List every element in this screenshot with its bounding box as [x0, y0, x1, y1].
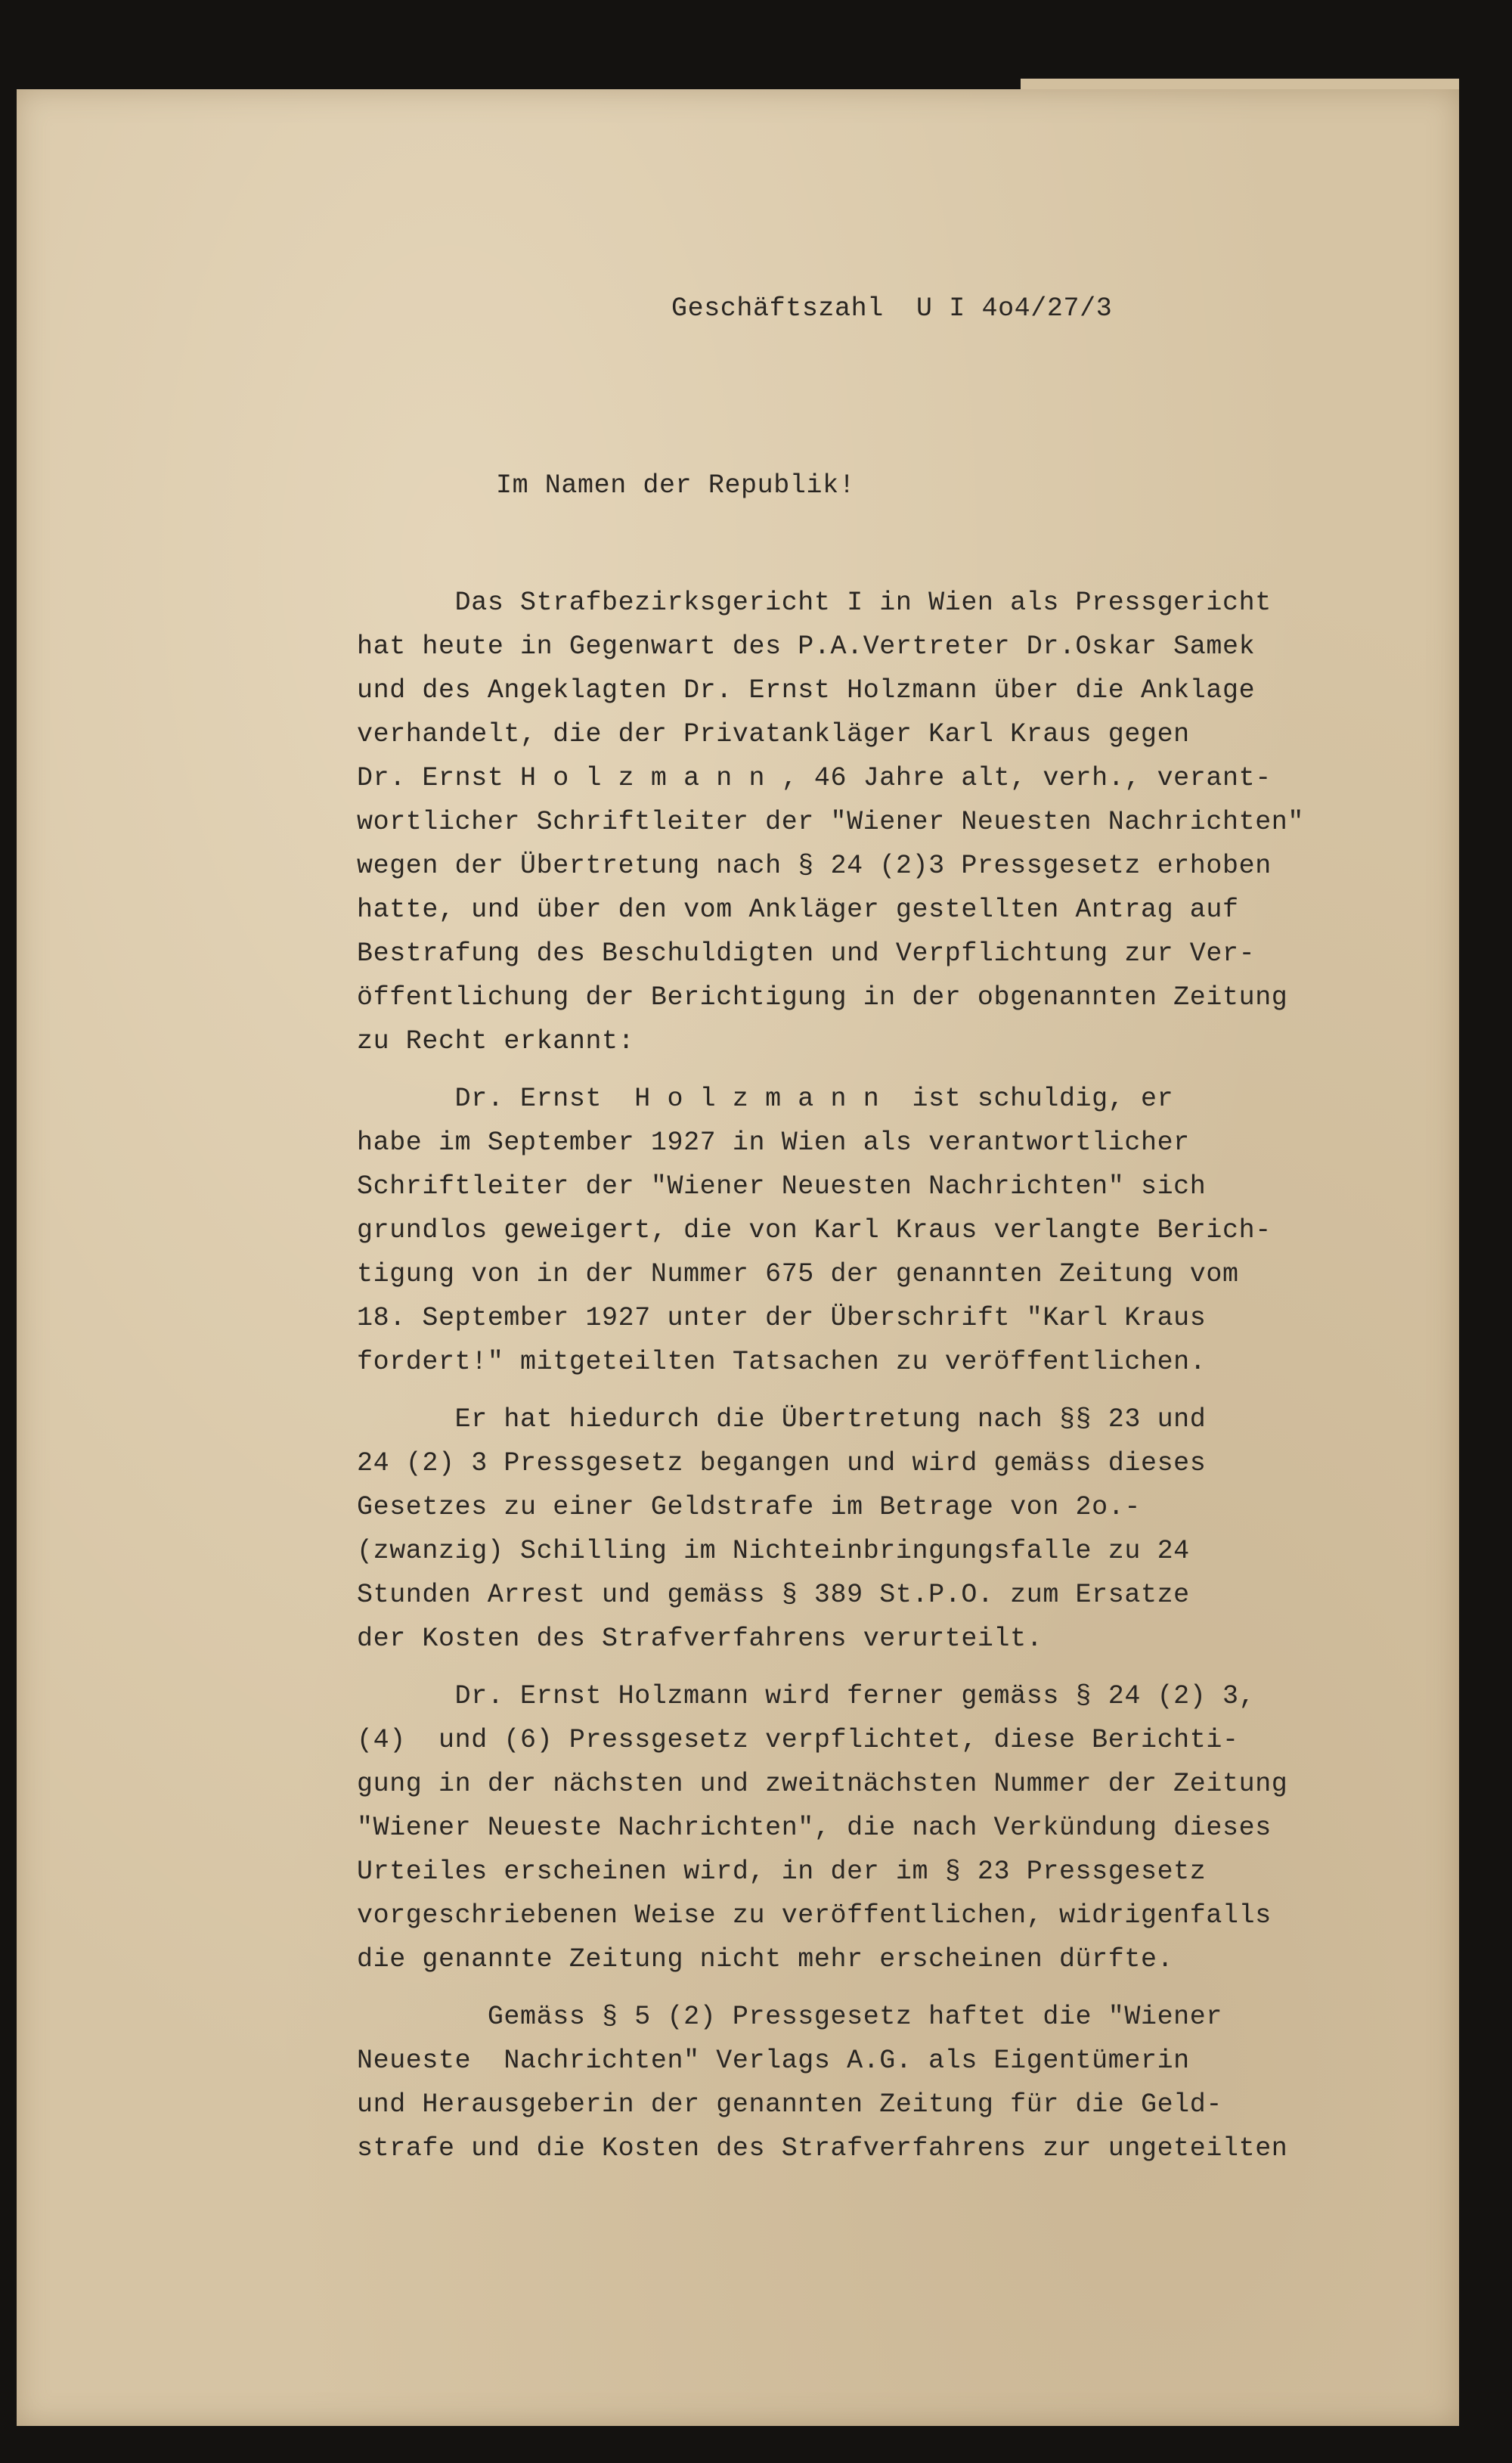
text-line: (4) und (6) Pressgesetz verpflichtet, diese Berichti- — [357, 1725, 1239, 1755]
text-line: vorgeschriebenen Weise zu veröffentlichen, widrigenfalls — [357, 1900, 1272, 1931]
text-line: (zwanzig) Schilling im Nichteinbringungsfalle zu 24 — [357, 1536, 1190, 1566]
text-line: Das Strafbezirksgericht I in Wien als Pressgericht — [357, 588, 1272, 618]
text-line: hatte, und über den vom Ankläger gestellten Antrag auf — [357, 895, 1239, 925]
text-line: Bestrafung des Beschuldigten und Verpflichtung zur Ver- — [357, 938, 1256, 969]
text-line: öffentlichung der Berichtigung in der obgenannten Zeitung — [357, 982, 1288, 1013]
text-line: 24 (2) 3 Pressgesetz begangen und wird gemäss dieses — [357, 1448, 1207, 1478]
text-line: Stunden Arrest und gemäss § 389 St.P.O. zum Ersatze — [357, 1580, 1190, 1610]
text-line: verhandelt, die der Privatankläger Karl Kraus gegen — [357, 719, 1190, 749]
case-number: Geschäftszahl U I 4o4/27/3 — [671, 293, 1113, 324]
paragraph-preamble — [357, 581, 1415, 1063]
text-line: 18. September 1927 unter der Überschrift "Karl Kraus — [357, 1303, 1207, 1333]
paragraph-verdict — [357, 1077, 1415, 1384]
paragraph-obligation — [357, 1674, 1415, 1981]
text-line: fordert!" mitgeteilten Tatsachen zu veröffentlichen. — [357, 1347, 1207, 1377]
text-line: die genannte Zeitung nicht mehr erscheinen dürfte. — [357, 1944, 1174, 1974]
text-line: gung in der nächsten und zweitnächsten Nummer der Zeitung — [357, 1769, 1288, 1799]
text-line: wortlicher Schriftleiter der "Wiener Neuesten Nachrichten" — [357, 807, 1304, 837]
paragraph-sentence — [357, 1397, 1415, 1661]
paragraph-liability — [357, 1995, 1415, 2170]
text-line: grundlos geweigert, die von Karl Kraus verlangte Berich- — [357, 1215, 1272, 1245]
text-line: Dr. Ernst H o l z m a n n ist schuldig, er — [357, 1084, 1174, 1114]
text-line: Dr. Ernst H o l z m a n n , 46 Jahre alt, verh., verant- — [357, 763, 1272, 793]
text-line: Urteiles erscheinen wird, in der im § 23 Pressgesetz — [357, 1857, 1207, 1887]
text-line: habe im September 1927 in Wien als verantwortlicher — [357, 1128, 1190, 1158]
text-line: "Wiener Neueste Nachrichten", die nach Verkündung dieses — [357, 1813, 1272, 1843]
text-line: zu Recht erkannt: — [357, 1026, 635, 1056]
verdict-heading: Im Namen der Republik! — [496, 470, 856, 501]
text-line: wegen der Übertretung nach § 24 (2)3 Pressgesetz erhoben — [357, 851, 1272, 881]
text-line: und Herausgeberin der genannten Zeitung für die Geld- — [357, 2089, 1222, 2120]
text-line: tigung von in der Nummer 675 der genannten Zeitung vom — [357, 1259, 1239, 1289]
document-body — [357, 581, 1415, 2184]
text-line: Er hat hiedurch die Übertretung nach §§ 23 und — [357, 1404, 1207, 1435]
text-line: Neueste Nachrichten" Verlags A.G. als Eigentümerin — [357, 2046, 1190, 2076]
text-line: hat heute in Gegenwart des P.A.Vertreter Dr.Oskar Samek — [357, 631, 1256, 662]
text-line: Gemäss § 5 (2) Pressgesetz haftet die "Wiener — [357, 2002, 1222, 2032]
text-line: und des Angeklagten Dr. Ernst Holzmann über die Anklage — [357, 675, 1256, 706]
text-line: der Kosten des Strafverfahrens verurteilt. — [357, 1624, 1043, 1654]
text-line: Dr. Ernst Holzmann wird ferner gemäss § 24 (2) 3, — [357, 1681, 1256, 1711]
text-line: strafe und die Kosten des Strafverfahrens zur ungeteilten — [357, 2133, 1288, 2164]
text-line: Gesetzes zu einer Geldstrafe im Betrage von 2o.- — [357, 1492, 1141, 1522]
text-line: Schriftleiter der "Wiener Neuesten Nachrichten" sich — [357, 1171, 1207, 1202]
